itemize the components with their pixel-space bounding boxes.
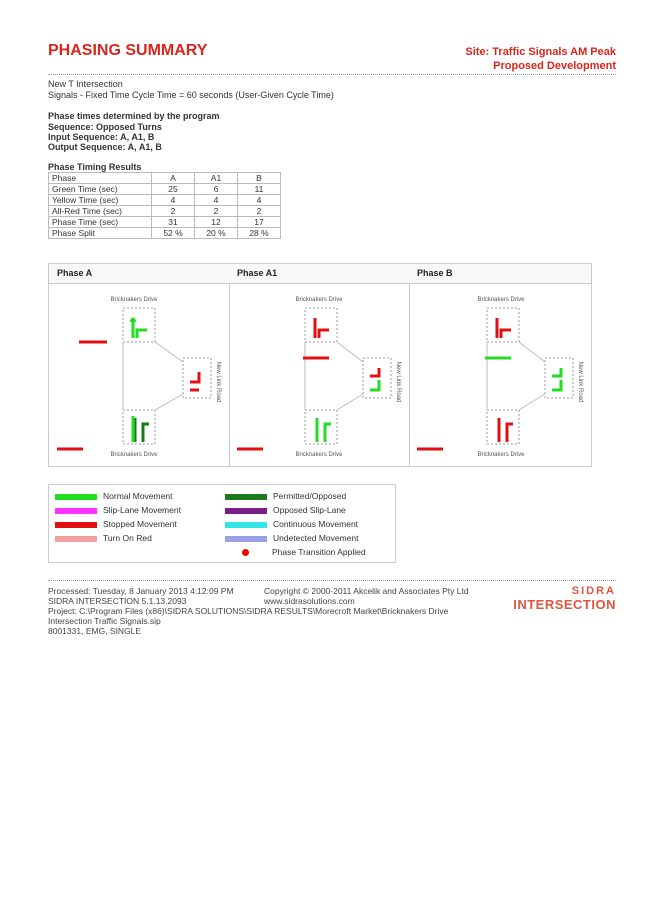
legend-swatch <box>225 522 267 528</box>
table-header-cell: A1 <box>195 173 238 184</box>
logo-bottom: INTERSECTION <box>513 597 616 612</box>
road-label-top: Bricknakers Drive <box>110 297 158 303</box>
road-label-bottom: Bricknakers Drive <box>477 452 525 458</box>
table-row <box>49 206 281 217</box>
movement-arrow <box>370 380 379 390</box>
table-row <box>49 184 281 195</box>
legend-swatch <box>55 536 97 542</box>
phase-b-panel <box>409 264 591 466</box>
output-sequence: Output Sequence: A, A1, B <box>48 142 162 152</box>
movement-arrow <box>499 418 513 442</box>
table-row <box>49 195 281 206</box>
sidra-logo <box>513 585 616 612</box>
table-header-cell: Phase <box>49 173 152 184</box>
approach-south <box>123 410 155 444</box>
table-cell: 2 <box>238 206 281 217</box>
legend-label: Normal Movement <box>103 491 173 501</box>
legend-label: Stopped Movement <box>103 519 177 529</box>
table-cell: 4 <box>195 195 238 206</box>
legend-label: Slip-Lane Movement <box>103 505 181 515</box>
movement-arrow <box>315 318 329 338</box>
legend-item <box>225 518 358 530</box>
input-sequence: Input Sequence: A, A1, B <box>48 132 155 142</box>
legend-label: Phase Transition Applied <box>272 547 366 557</box>
road-label-side: New Link Road <box>577 361 583 403</box>
phase-a-title: Phase A <box>49 264 229 284</box>
legend-label: Permitted/Opposed <box>273 491 347 501</box>
phase-a-diagram <box>49 284 229 466</box>
site-heading <box>465 45 616 73</box>
legend-swatch <box>55 508 97 514</box>
legend-label: Turn On Red <box>103 533 152 543</box>
site-line: Site: Traffic Signals AM Peak <box>465 46 616 58</box>
movement-arrow <box>190 372 199 390</box>
legend-box <box>48 484 396 563</box>
phase-b-diagram <box>409 284 591 466</box>
phase-timing-table <box>48 172 281 239</box>
legend-item <box>55 518 177 530</box>
kerb-line <box>519 342 545 362</box>
legend-swatch <box>55 522 97 528</box>
website: www.sidrasolutions.com <box>264 596 355 606</box>
table-header-row <box>49 173 281 184</box>
software-version: SIDRA INTERSECTION 5.1.13.2093 <box>48 596 187 606</box>
table-row <box>49 228 281 239</box>
site-sub: Proposed Development <box>493 60 616 72</box>
signals-info: Signals - Fixed Time Cycle Time = 60 seconds (User-Given Cycle Time) <box>48 90 334 100</box>
legend-label: Undetected Movement <box>273 533 359 543</box>
movement-arrow <box>552 368 561 376</box>
table-cell: 6 <box>195 184 238 195</box>
table-cell: 12 <box>195 217 238 228</box>
road-label-side: New Link Road <box>215 361 221 403</box>
table-cell: Phase Split <box>49 228 152 239</box>
table-cell: 28 % <box>238 228 281 239</box>
kerb-line <box>337 342 363 362</box>
legend-item <box>225 532 359 544</box>
kerb-line <box>337 394 363 410</box>
table-cell: Yellow Time (sec) <box>49 195 152 206</box>
legend-item <box>225 546 366 558</box>
phase-a1-title: Phase A1 <box>229 264 409 284</box>
licence-code: 8001331, EMG, SINGLE <box>48 626 142 636</box>
timing-heading: Phase Timing Results <box>48 162 142 172</box>
movement-arrow <box>552 380 561 390</box>
table-cell: 25 <box>152 184 195 195</box>
sequence: Sequence: Opposed Turns <box>48 122 162 132</box>
kerb-line <box>155 342 183 362</box>
footer-divider <box>48 580 616 581</box>
legend-item <box>55 490 172 502</box>
header-divider <box>48 74 616 75</box>
intersection-name: New T Intersection <box>48 79 123 89</box>
legend-swatch <box>225 508 267 514</box>
table-cell: All-Red Time (sec) <box>49 206 152 217</box>
table-cell: 4 <box>152 195 195 206</box>
project-path: Project: C:\Program Files (x86)\SIDRA SOLUTIONS\SIDRA RESULTS\Morecroft Market\Bricknakers Drive <box>48 606 449 616</box>
movement-arrow <box>370 368 379 376</box>
road-label-top: Bricknakers Drive <box>295 297 343 303</box>
legend-item <box>225 490 346 502</box>
approach-north <box>123 308 155 342</box>
phase-a1-panel <box>229 264 410 466</box>
road-label-side: New Link Road <box>395 361 401 403</box>
logo-top: SIDRA <box>571 585 616 597</box>
movement-arrow <box>131 318 147 338</box>
table-cell: Green Time (sec) <box>49 184 152 195</box>
kerb-line <box>155 394 183 410</box>
table-header-cell: A <box>152 173 195 184</box>
road-label-bottom: Bricknakers Drive <box>110 452 158 458</box>
movement-arrow <box>497 318 511 338</box>
table-cell: 4 <box>238 195 281 206</box>
legend-label: Continuous Movement <box>273 519 359 529</box>
road-label-top: Bricknakers Drive <box>477 297 525 303</box>
approach-east <box>183 358 211 398</box>
legend-item <box>55 532 152 544</box>
table-cell: 2 <box>152 206 195 217</box>
legend-item <box>225 504 346 516</box>
table-cell: 2 <box>195 206 238 217</box>
phase-transition-dot <box>242 549 249 556</box>
processed-date: Processed: Tuesday, 8 January 2013 4:12:09 PM <box>48 586 234 596</box>
table-cell: 52 % <box>152 228 195 239</box>
approach-north <box>305 308 337 342</box>
movement-arrow <box>135 418 149 442</box>
kerb-line <box>519 394 545 410</box>
phase-determination: Phase times determined by the program <box>48 111 220 121</box>
table-header-cell: B <box>238 173 281 184</box>
phase-diagrams <box>48 263 592 467</box>
approach-east <box>545 358 573 398</box>
table-row <box>49 217 281 228</box>
legend-swatch <box>225 494 267 500</box>
legend-label: Opposed Slip-Lane <box>273 505 346 515</box>
approach-south <box>305 410 337 444</box>
movement-arrow <box>317 418 331 442</box>
approach-south <box>487 410 519 444</box>
phase-b-title: Phase B <box>409 264 591 284</box>
legend-item <box>55 504 181 516</box>
table-cell: 11 <box>238 184 281 195</box>
phase-a-panel <box>49 264 230 466</box>
project-file: Intersection Traffic Signals.sip <box>48 616 161 626</box>
table-cell: 17 <box>238 217 281 228</box>
legend-swatch <box>225 536 267 542</box>
approach-north <box>487 308 519 342</box>
table-cell: 31 <box>152 217 195 228</box>
page-title: PHASING SUMMARY <box>48 42 208 59</box>
phase-a1-diagram <box>229 284 409 466</box>
table-cell: 20 % <box>195 228 238 239</box>
legend-swatch <box>55 494 97 500</box>
table-cell: Phase Time (sec) <box>49 217 152 228</box>
approach-east <box>363 358 391 398</box>
copyright: Copyright © 2000-2011 Akcelik and Associates Pty Ltd <box>264 586 469 596</box>
road-label-bottom: Bricknakers Drive <box>295 452 343 458</box>
